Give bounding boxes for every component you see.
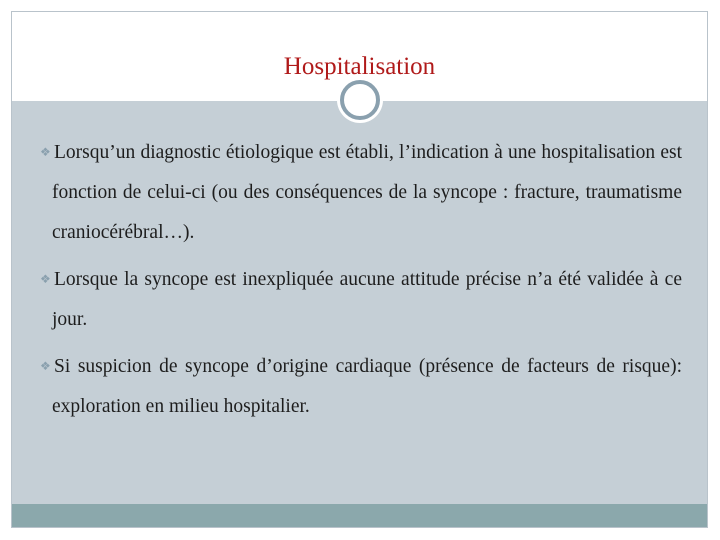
- list-item: [40, 132, 682, 253]
- list-item: [40, 346, 682, 427]
- bullet-marker-icon: ❖: [40, 359, 51, 373]
- bullet-list: [40, 132, 682, 433]
- bullet-marker-icon: ❖: [40, 272, 51, 286]
- bullet-marker-icon: ❖: [40, 145, 51, 159]
- bullet-text: Lorsque la syncope est inexpliquée aucune attitude précise n’a été validée à ce jour.: [52, 269, 682, 330]
- footer-bar: [12, 504, 707, 527]
- divider-circle-ornament: [340, 80, 380, 120]
- bullet-text: Si suspicion de syncope d’origine cardiaque (présence de facteurs de risque): exploration en milieu hospitalier.: [52, 356, 682, 417]
- list-item: [40, 259, 682, 340]
- bullet-text: Lorsqu’un diagnostic étiologique est établi, l’indication à une hospitalisation est fonction de celui-ci (ou des conséquences de la syncope : fracture, traumatisme craniocérébral…).: [52, 142, 682, 243]
- slide-title: Hospitalisation: [283, 53, 436, 80]
